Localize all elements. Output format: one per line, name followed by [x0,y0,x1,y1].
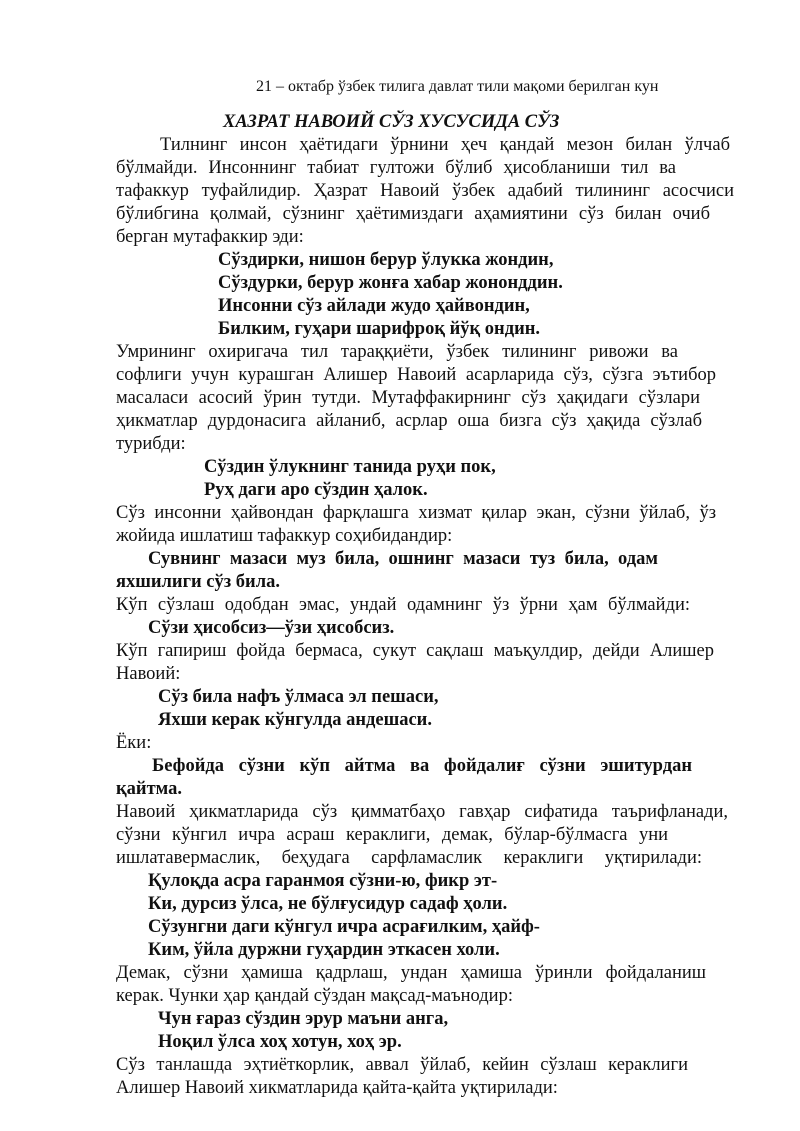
document-title: ХАЗРАТ НАВОИЙ СЎЗ ХУСУСИДА СЎЗ [223,112,560,132]
header-note: 21 – октабр ўзбек тилига давлат тили мақоми берилган кун [256,78,659,95]
text-line: керак. Чунки ҳар қандай сўздан мақсад-маънодир: [116,986,513,1006]
text-line: Кўп сўзлаш одобдан эмас, ундай одамнинг ўз ўрни ҳам бўлмайди: [116,595,690,615]
text-line: бўлмайди. Инсоннинг табиат гултожи бўлиб ҳисобланиши тил ва [116,158,676,178]
text-line: турибди: [116,434,186,454]
poem-line: Чун ғараз сўздин эрур маъни анга, [158,1009,449,1029]
proverb-line: Сувнинг мазаси муз била, ошнинг мазаси туз била, одам [148,549,658,569]
text-line: ишлатавермаслик, беҳудага сарфламаслик кераклиги уқтирилади: [116,848,702,868]
poem-line: Ки, дурсиз ўлса, не бўлғусидур садаф ҳоли. [148,894,508,914]
proverb-line: қайтма. [116,779,183,799]
proverb-line: Бефойда сўзни кўп айтма ва фойдалиғ сўзни эшитурдан [152,756,692,776]
text-line: ҳикматлар дурдонасига айланиб, асрлар оша бизга сўз ҳақида сўзлаб [116,411,702,431]
text-line: сўзни кўнгил ичра асраш кераклиги, демак, бўлар-бўлмасга уни [116,825,668,845]
text-line: Навоий ҳикматларида сўз қимматбаҳо гавҳар сифатида таърифланади, [116,802,728,822]
text-line: Демак, сўзни ҳамиша қадрлаш, ундан ҳамиша ўринли фойдаланиш [116,963,706,983]
text-line: тафаккур туфайлидир. Ҳазрат Навоий ўзбек адабий тилининг асосчиси [116,181,734,201]
text-line: Кўп гапириш фойда бермаса, сукут сақлаш маъқулдир, дейди Алишер [116,641,714,661]
proverb-line: Сўзи ҳисобсиз—ўзи ҳисобсиз. [148,618,395,638]
text-line: Ёки: [116,733,152,753]
poem-line: Руҳ даги аро сўздин ҳалок. [204,480,428,500]
text-line: масаласи асосий ўрин тутди. Мутаффакирнинг сўз ҳақидаги сўзлари [116,388,700,408]
text-line: Сўз танлашда эҳтиёткорлик, аввал ўйлаб, кейин сўзлаш кераклиги [116,1055,688,1075]
poem-line: Яхши керак кўнгулда андешаси. [158,710,432,730]
text-line: берган мутафаккир эди: [116,227,304,247]
poem-line: Ким, ўйла дуржни гуҳардин эткасен холи. [148,940,500,960]
poem-line: Сўз била нафъ ўлмаса эл пешаси, [158,687,439,707]
text-line: Умрининг охиригача тил тараққиёти, ўзбек тилининг ривожи ва [116,342,678,362]
text-line: Алишер Навоий хикматларида қайта-қайта уқтирилади: [116,1078,558,1098]
poem-line: Сўзунгни даги кўнгул ичра асрағилким, ҳайф- [148,917,540,937]
poem-line: Инсонни сўз айлади жудо ҳайвондин, [218,296,530,316]
poem-line: Сўздирки, нишон берур ўлукка жондин, [218,250,554,270]
poem-line: Қулоқда асра гаранмоя сўзни-ю, фикр эт- [148,871,498,891]
poem-line: Сўздин ўлукнинг танида руҳи пок, [204,457,496,477]
text-line: бўлибгина қолмай, сўзнинг ҳаётимиздаги аҳамиятини сўз билан очиб [116,204,710,224]
text-line: Сўз инсонни ҳайвондан фарқлашга хизмат қилар экан, сўзни ўйлаб, ўз [116,503,716,523]
proverb-line: яхшилиги сўз била. [116,572,280,592]
text-line: Навоий: [116,664,181,684]
text-line: жойида ишлатиш тафаккур соҳибидандир: [116,526,453,546]
poem-line: Билким, гуҳари шарифроқ йўқ ондин. [218,319,541,339]
poem-line: Ноқил ўлса хоҳ хотун, хоҳ эр. [158,1032,402,1052]
poem-line: Сўздурки, берур жонға хабар жононддин. [218,273,563,293]
text-line: софлиги учун курашган Алишер Навоий асарларида сўз, сўзга эътибор [116,365,716,385]
text-line: Тилнинг инсон ҳаётидаги ўрнини ҳеч қандай мезон билан ўлчаб [160,135,730,155]
